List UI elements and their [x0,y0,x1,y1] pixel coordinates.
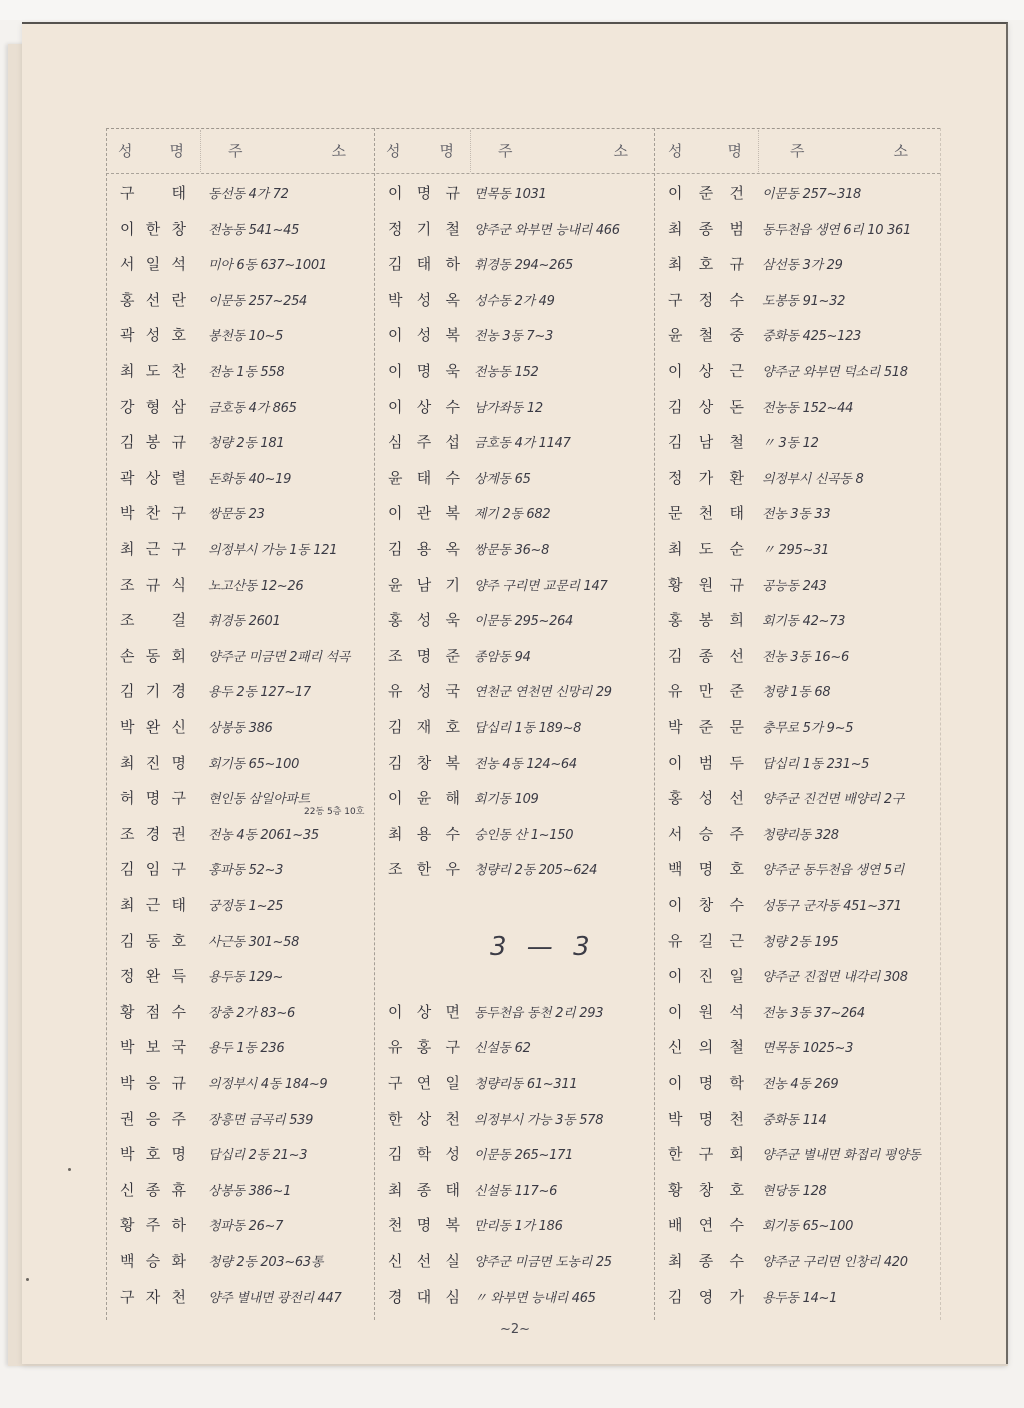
address: 양주군 구리면 인창리 420 [762,1255,908,1270]
person-name: 문 천 태 [668,504,744,523]
address: 쌍문동 36~8 [474,543,550,558]
address: 전농동 152~44 [762,400,854,416]
person-name: 조 경 권 [120,824,186,843]
person-name: 이 명 욱 [388,362,460,380]
person-name: 조 걸 [120,611,186,630]
person-name: 서 일 석 [120,255,186,274]
address: 의정부시 가능 3동 578 [474,1112,604,1128]
person-name: 유 홍 구 [388,1038,460,1057]
address: 면목동 1031 [474,187,547,202]
person-name: 이 명 학 [668,1074,744,1092]
person-name: 박 찬 구 [120,504,186,523]
address: 장흥면 금곡리 539 [208,1112,314,1128]
table-row [656,673,940,709]
address: 회기동 65~100 [208,756,300,772]
person-name: 최 근 구 [120,540,186,558]
table-row [376,1065,654,1101]
person-name: 이 진 일 [668,967,744,986]
person-name: 이 준 건 [668,184,744,202]
address: 만리동 1가 186 [474,1219,563,1235]
person-name: 최 종 수 [668,1252,744,1270]
table-row [376,1279,654,1315]
person-name: 손 동 회 [120,646,186,665]
address: 금호동 4가 1147 [474,436,571,452]
address: 전농 3동 7~3 [474,329,553,345]
person-name: 최 용 수 [388,824,460,843]
person-name: 유 성 국 [388,682,460,701]
person-name: 박 성 옥 [388,290,460,309]
person-name: 박 완 신 [120,718,186,736]
table-row [108,673,374,709]
address: 이문동 257~318 [762,187,862,202]
address: 쌍문동 23 [208,507,265,523]
table-row [376,353,654,389]
table-right-border [940,128,941,1320]
address: 궁정동 1~25 [208,899,284,914]
person-name: 김 학 성 [388,1145,460,1164]
address: 이문동 265~171 [474,1148,574,1164]
address: 상계동 65 [474,471,531,487]
address: 전농동 152 [474,365,539,380]
table-row [376,638,654,674]
table-row [656,495,940,531]
scan-speck [68,1168,71,1171]
table-row [656,211,940,247]
address: 답십리 1동 231~5 [762,756,870,772]
column-group-divider [654,128,655,1320]
address: 돈화동 40~19 [208,471,292,487]
table-row [656,1029,940,1065]
table-row [376,1172,654,1208]
table-row [656,994,940,1030]
address: 현당동 128 [762,1183,827,1199]
person-name: 이 명 규 [388,184,460,202]
table-row [376,1243,654,1279]
address: 양주군 와부면 능내리 466 [474,222,620,238]
address: 양주군 미금면 2패리 석곡 [208,649,351,665]
name-address-column-group-2 [376,0,654,1330]
table-row [656,567,940,603]
address: 휘경동 2601 [208,614,281,630]
person-name: 김 창 복 [388,753,460,772]
person-name: 황 원 규 [668,575,744,594]
person-name: 조 규 식 [120,575,186,594]
name-address-column-group-3 [656,0,940,1330]
person-name: 최 도 순 [668,540,744,558]
scan-speck [26,1278,29,1281]
person-name: 최 도 찬 [120,362,186,380]
person-name: 심 주 섭 [388,433,460,452]
table-row [376,816,654,852]
table-row [376,282,654,318]
person-name: 경 대 심 [388,1287,460,1306]
table-row [108,816,374,852]
table-row [108,709,374,745]
table-row [656,1243,940,1279]
address-note: 22동 5층 10호 [304,807,365,818]
table-row [376,1101,654,1137]
person-name: 최 종 범 [668,219,744,238]
person-name: 김 용 옥 [388,540,460,558]
address: 노고산동 12~26 [208,578,304,594]
person-name: 홍 성 선 [668,789,744,808]
table-row [108,780,374,816]
table-row [108,1172,374,1208]
table-row [108,389,374,425]
address: 면목동 1025~3 [762,1041,854,1057]
table-row [656,1172,940,1208]
table-row [108,638,374,674]
table-row [656,282,940,318]
person-name: 유 만 준 [668,682,744,701]
person-name: 김 영 가 [668,1287,744,1306]
person-name: 신 의 철 [668,1038,744,1057]
person-name: 구 연 일 [388,1074,460,1092]
person-name: 정 가 환 [668,468,744,487]
person-name: 천 명 복 [388,1216,460,1235]
column-group-divider [374,128,375,1320]
address: 양주 별내면 광전리 447 [208,1290,342,1306]
table-row [376,851,654,887]
table-row [108,1065,374,1101]
address: 삼선동 3가 29 [762,258,843,274]
person-name: 최 근 태 [120,896,186,914]
person-name: 김 종 선 [668,646,744,665]
person-name: 백 명 호 [668,860,744,879]
table-row [376,602,654,638]
table-row [656,745,940,781]
table-row [656,709,940,745]
person-name: 허 명 구 [120,789,186,808]
table-row [376,460,654,496]
person-name: 권 응 주 [120,1109,186,1128]
table-row [108,567,374,603]
person-name: 홍 봉 희 [668,611,744,630]
address: 전농 1동 558 [208,365,285,380]
address: 이문동 295~264 [474,614,574,630]
person-name: 황 주 하 [120,1216,186,1235]
person-name: 강 형 삼 [120,397,186,416]
address: 전농 4동 269 [762,1077,839,1092]
address: 신설동 62 [474,1041,531,1057]
address: 청량리동 61~311 [474,1077,578,1092]
table-row [656,175,940,211]
address: 전농동 541~45 [208,222,300,238]
table-row [108,923,374,959]
person-name: 김 동 호 [120,931,186,950]
address: 의정부시 가능 1동 121 [208,543,338,558]
person-name: 홍 성 욱 [388,611,460,630]
person-name: 이 상 수 [388,397,460,416]
address: 남가좌동 12 [474,400,543,416]
table-row [108,460,374,496]
name-address-column-group-1 [108,0,374,1330]
table-row [108,851,374,887]
address: 청량리 2동 205~624 [474,863,598,879]
table-row [108,1029,374,1065]
person-name: 조 한 우 [388,860,460,879]
address: 중화동 114 [762,1112,827,1128]
address: 중화동 425~123 [762,329,862,345]
table-row [376,531,654,567]
table-row [656,317,940,353]
person-name: 황 창 호 [668,1180,744,1199]
table-row [108,211,374,247]
table-row [656,1207,940,1243]
table-row [656,1065,940,1101]
table-row [376,1207,654,1243]
section-mark: 3 — 3 [490,932,596,962]
table-row [656,851,940,887]
address: 전농 4동 124~64 [474,756,577,772]
table-row [656,887,940,923]
address: 상봉동 386 [208,721,273,736]
address: 성수동 2가 49 [474,293,555,309]
table-row [376,317,654,353]
person-name: 곽 성 호 [120,326,186,345]
table-row [656,424,940,460]
table-row [656,389,940,425]
person-name: 유 길 근 [668,931,744,950]
address: 청량 1동 68 [762,685,831,701]
person-name: 윤 태 수 [388,468,460,487]
address: 청량 2동 181 [208,436,285,452]
column-header-name: 성 명 [386,142,454,160]
person-name: 윤 남 기 [388,575,460,594]
table-row [376,424,654,460]
address: 장충 2가 83~6 [208,1005,295,1021]
table-row [108,958,374,994]
table-row [656,923,940,959]
person-name: 박 응 규 [120,1074,186,1092]
person-name: 곽 상 렬 [120,468,186,487]
table-row [656,602,940,638]
table-row [108,602,374,638]
address: 동두천읍 생연 6리 10 361 [762,222,911,238]
address: 휘경동 294~265 [474,258,574,274]
person-name: 신 선 실 [388,1252,460,1270]
table-row [656,780,940,816]
table-row [108,531,374,567]
table-row [656,816,940,852]
address: 청파동 26~7 [208,1219,284,1235]
address: 양주군 진건면 배양리 2구 [762,792,905,808]
person-name: 최 호 규 [668,255,744,274]
address: 이문동 257~254 [208,293,308,309]
table-row [376,389,654,425]
address: 연천군 연천면 신망리 29 [474,685,612,701]
column-header-name: 성 명 [118,142,184,160]
table-row [108,745,374,781]
person-name: 구 태 [120,184,186,202]
address: 청량리동 328 [762,827,839,843]
table-row [376,1136,654,1172]
person-name: 박 호 명 [120,1145,186,1164]
person-name: 구 정 수 [668,290,744,309]
person-name: 이 범 두 [668,753,744,772]
address: 사근동 301~58 [208,934,300,950]
address: 금호동 4가 865 [208,400,297,416]
person-name: 이 윤 해 [388,789,460,808]
person-name: 김 남 철 [668,433,744,452]
address: 용두 2동 127~17 [208,685,311,701]
table-left-border [106,128,107,1320]
person-name: 김 상 돈 [668,397,744,416]
address: 청량 2동 195 [762,934,839,950]
table-row [656,1136,940,1172]
table-row [108,495,374,531]
person-name: 이 한 창 [120,219,186,238]
address: 용두 1동 236 [208,1041,285,1057]
address: 숭인동 산 1~150 [474,827,574,843]
table-row [376,211,654,247]
column-header-address: 주 소 [498,142,628,160]
address: 〃 3동 12 [762,436,819,452]
person-name: 최 종 태 [388,1180,460,1199]
person-name: 윤 철 중 [668,326,744,345]
person-name: 황 점 수 [120,1002,186,1021]
table-row [108,175,374,211]
column-header-address: 주 소 [790,142,908,160]
table-row [656,531,940,567]
address: 양주군 와부면 덕소리 518 [762,365,908,380]
table-row [108,246,374,282]
address: 성동구 군자동 451~371 [762,899,902,914]
table-row [108,994,374,1030]
page-number: ~2~ [500,1322,531,1337]
table-row [376,246,654,282]
address: 용두동 14~1 [762,1290,838,1306]
address: 전농 4동 2061~35 [208,827,319,843]
table-row [656,958,940,994]
table-row [376,567,654,603]
address: 현인동 삼일아파트 [208,792,310,808]
column-header-address: 주 소 [228,142,346,160]
person-name: 조 명 준 [388,646,460,665]
person-name: 신 종 휴 [120,1180,186,1199]
person-name: 정 기 철 [388,219,460,238]
table-row [376,673,654,709]
address: 제기 2동 682 [474,507,551,523]
table-row [376,175,654,211]
table-row [656,1101,940,1137]
person-name: 홍 선 란 [120,290,186,309]
address: 양주군 진접면 내각리 308 [762,970,908,986]
table-row [108,282,374,318]
address: 회기동 65~100 [762,1219,854,1235]
address: 의정부시 신곡동 8 [762,471,864,487]
table-row [656,1279,940,1315]
table-row [108,1101,374,1137]
address: 도봉동 91~32 [762,293,846,309]
address: 봉천동 10~5 [208,329,284,345]
address: 〃 295~31 [762,543,829,558]
table-row [376,1029,654,1065]
table-row [376,495,654,531]
person-name: 구 자 천 [120,1287,186,1306]
table-row [108,1243,374,1279]
address: 양주군 별내면 화접리 평양동 [762,1148,921,1164]
person-name: 김 임 구 [120,860,186,879]
table-row [108,1207,374,1243]
table-row [108,317,374,353]
address: 신설동 117~6 [474,1183,558,1199]
person-name: 박 명 천 [668,1109,744,1128]
table-row [108,1279,374,1315]
person-name: 박 보 국 [120,1038,186,1057]
table-row [376,780,654,816]
person-name: 이 원 석 [668,1002,744,1021]
address: 종암동 94 [474,649,531,665]
table-row [376,994,654,1030]
address: 회기동 42~73 [762,614,846,630]
table-row [656,460,940,496]
person-name: 이 상 근 [668,362,744,380]
address: 의정부시 4동 184~9 [208,1077,328,1092]
address: 청량 2동 203~63통 [208,1255,324,1270]
person-name: 한 상 천 [388,1109,460,1128]
table-row [656,246,940,282]
address: 용두동 129~ [208,970,284,986]
person-name: 김 기 경 [120,682,186,701]
address: 회기동 109 [474,792,539,808]
address: 전농 3동 37~264 [762,1005,865,1021]
person-name: 김 재 호 [388,718,460,736]
address: 양주군 동두천읍 생연 5리 [762,863,905,879]
person-name: 이 상 면 [388,1002,460,1021]
address: 미아 6동 637~1001 [208,258,327,274]
table-row [108,887,374,923]
person-name: 한 구 회 [668,1145,744,1164]
person-name: 정 완 득 [120,967,186,986]
address: 홍파동 52~3 [208,863,284,879]
address: 전농 3동 16~6 [762,649,849,665]
address: 충무로 5가 9~5 [762,721,854,736]
address: 전농 3동 33 [762,507,831,523]
address: 상봉동 386~1 [208,1183,292,1199]
person-name: 김 봉 규 [120,433,186,452]
person-name: 김 태 하 [388,255,460,274]
person-name: 최 진 명 [120,753,186,772]
table-row [376,709,654,745]
person-name: 이 관 복 [388,504,460,523]
table-row [108,1136,374,1172]
table-row [108,353,374,389]
person-name: 박 준 문 [668,718,744,736]
address: 양주군 미금면 도농리 25 [474,1255,612,1270]
table-row [656,353,940,389]
person-name: 이 창 수 [668,896,744,914]
address: 답십리 1동 189~8 [474,721,582,736]
table-row [376,745,654,781]
address: 공능동 243 [762,578,827,594]
column-header-name: 성 명 [668,142,742,160]
table-row [108,424,374,460]
address: 동선동 4가 72 [208,187,289,202]
person-name: 이 성 복 [388,326,460,345]
address: 양주 구리면 교문리 147 [474,578,608,594]
address: 동두천읍 동천 2리 293 [474,1005,604,1021]
table-row [656,638,940,674]
address: 답십리 2동 21~3 [208,1148,308,1164]
person-name: 백 승 화 [120,1252,186,1270]
person-name: 서 승 주 [668,824,744,843]
person-name: 배 연 수 [668,1216,744,1235]
address: 〃 와부면 능내리 465 [474,1290,596,1306]
